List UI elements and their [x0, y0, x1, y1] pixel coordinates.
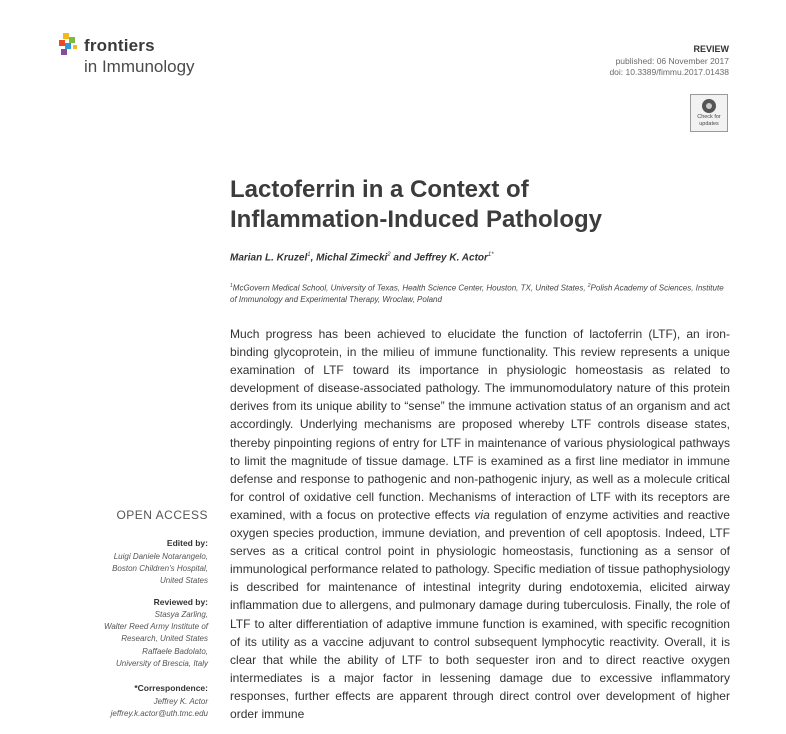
check-updates-label-1: Check for	[697, 114, 721, 120]
article-meta	[609, 44, 729, 79]
affil-text: McGovern Medical School, University of Texas, Health Science Center, Houston, TX, United States,	[232, 283, 588, 293]
reviewer-line: Walter Reed Army Institute of	[103, 622, 208, 632]
author-list	[230, 252, 730, 263]
affil-ref: 2	[587, 283, 591, 289]
author-name[interactable]: Michal Zimecki	[316, 252, 388, 264]
affiliations	[230, 281, 730, 306]
check-for-updates-button[interactable]	[690, 94, 728, 132]
reviewed-by-label: Reviewed by:	[153, 597, 208, 607]
frontiers-logo-icon	[57, 33, 81, 57]
editor-line[interactable]: Luigi Daniele Notarangelo,	[113, 552, 208, 561]
reviewer-line: University of Brescia, Italy	[115, 658, 208, 668]
edited-by-label: Edited by:	[166, 538, 208, 548]
author-name[interactable]: Marian L. Kruzel	[230, 252, 308, 264]
title-line-1: Lactoferrin in a Context of	[230, 176, 529, 203]
reviewer-line[interactable]: Stasya Zarling,	[154, 610, 208, 619]
published-date: published: 06 November 2017	[615, 55, 729, 66]
check-updates-icon	[702, 99, 716, 113]
journal-subtitle: in Immunology	[84, 57, 195, 76]
affil-text: Polish Academy of Sciences, Institute of Immunology and Experimental Therapy, Wroclaw, Poland	[230, 283, 724, 305]
open-access-label: OPEN ACCESS	[116, 508, 208, 522]
abstract-italic: via	[474, 507, 490, 522]
editor-info	[50, 551, 208, 588]
article-title	[230, 175, 730, 235]
author-name[interactable]: Jeffrey K. Actor	[413, 252, 488, 264]
check-updates-label-2: updates	[699, 121, 719, 127]
reviewer-line: Research, United States	[121, 634, 208, 644]
author-affil-ref: 1*	[487, 252, 494, 258]
correspondence-email[interactable]: jeffrey.k.actor@uth.tmc.edu	[110, 709, 208, 719]
abstract-text: Much progress has been achieved to elucidate the function of lactoferrin (LTF), an iron-binding glycoprotein, in the milieu of immune functionality. This review represents a unique examination of LTF toward its importance in physiologic homeostasis as related to development of disease-associated pathology. The immunomodulatory nature of this protein derives from its unique ability to “sense” the immune activation status of an organism and act accordingly. Underlying mechanisms are proposed whereby LTF controls disease states, thereby pinpointing regions of entry for LTF in maintenance of various physiological pathways to limit the magnitude of tissue damage. LTF is examined as a first line mediator in immune defense and response to pathogenic and non-pathogenic injury, as well as a molecule critical for control of oxidative cell function. Mechanisms of interaction of LTF with its receptors are examined, with a focus on protective effects	[230, 327, 730, 522]
abstract-text: regulation of enzyme activities and reactive oxygen species production, immune deviation, and prevention of cell apoptosis. Indeed, LTF serves as a critical control point in physiologic homeostasis, functioning as a sensor of immunological performance related to pathology. Specific mediation of tissue pathophysiology is described for maintenance of intestinal integrity during endotoxemia, elicited airway inflammation due to allergens, and pulmonary damage during tuberculosis. Finally, the role of LTF to alter differentiation of adaptive immune function is examined, with specific recognition of its utility as a vaccine adjuvant to control subsequent lymphocytic reactivity. Overall, it is clear that while the ability of LTF to both sequester iron and to direct reactive oxygen intermediates is a major factor in lessening damage due to excessive inflammatory responses, further effects are apparent through direct control over development of higher order immune	[230, 507, 730, 721]
abstract	[230, 325, 730, 723]
doi-link[interactable]: doi: 10.3389/fimmu.2017.01438	[609, 67, 729, 77]
reviewer-info	[50, 609, 208, 670]
editor-line: United States	[159, 576, 208, 586]
author-separator: ,	[310, 252, 317, 264]
reviewer-line[interactable]: Raffaele Badolato,	[142, 646, 208, 656]
affil-ref: 1	[230, 283, 233, 289]
title-line-2: Inflammation-Induced Pathology	[230, 206, 603, 233]
journal-brand: frontiers	[84, 36, 155, 55]
correspondence-name: Jeffrey K. Actor	[153, 697, 208, 706]
article-type: REVIEW	[693, 44, 729, 54]
correspondence-label: *Correspondence:	[134, 683, 208, 693]
author-separator: and	[390, 252, 414, 264]
correspondence-info	[50, 696, 208, 720]
editor-line: Boston Children’s Hospital,	[112, 564, 208, 574]
author-affil-ref: 2	[387, 252, 391, 258]
author-affil-ref: 1	[307, 252, 311, 258]
